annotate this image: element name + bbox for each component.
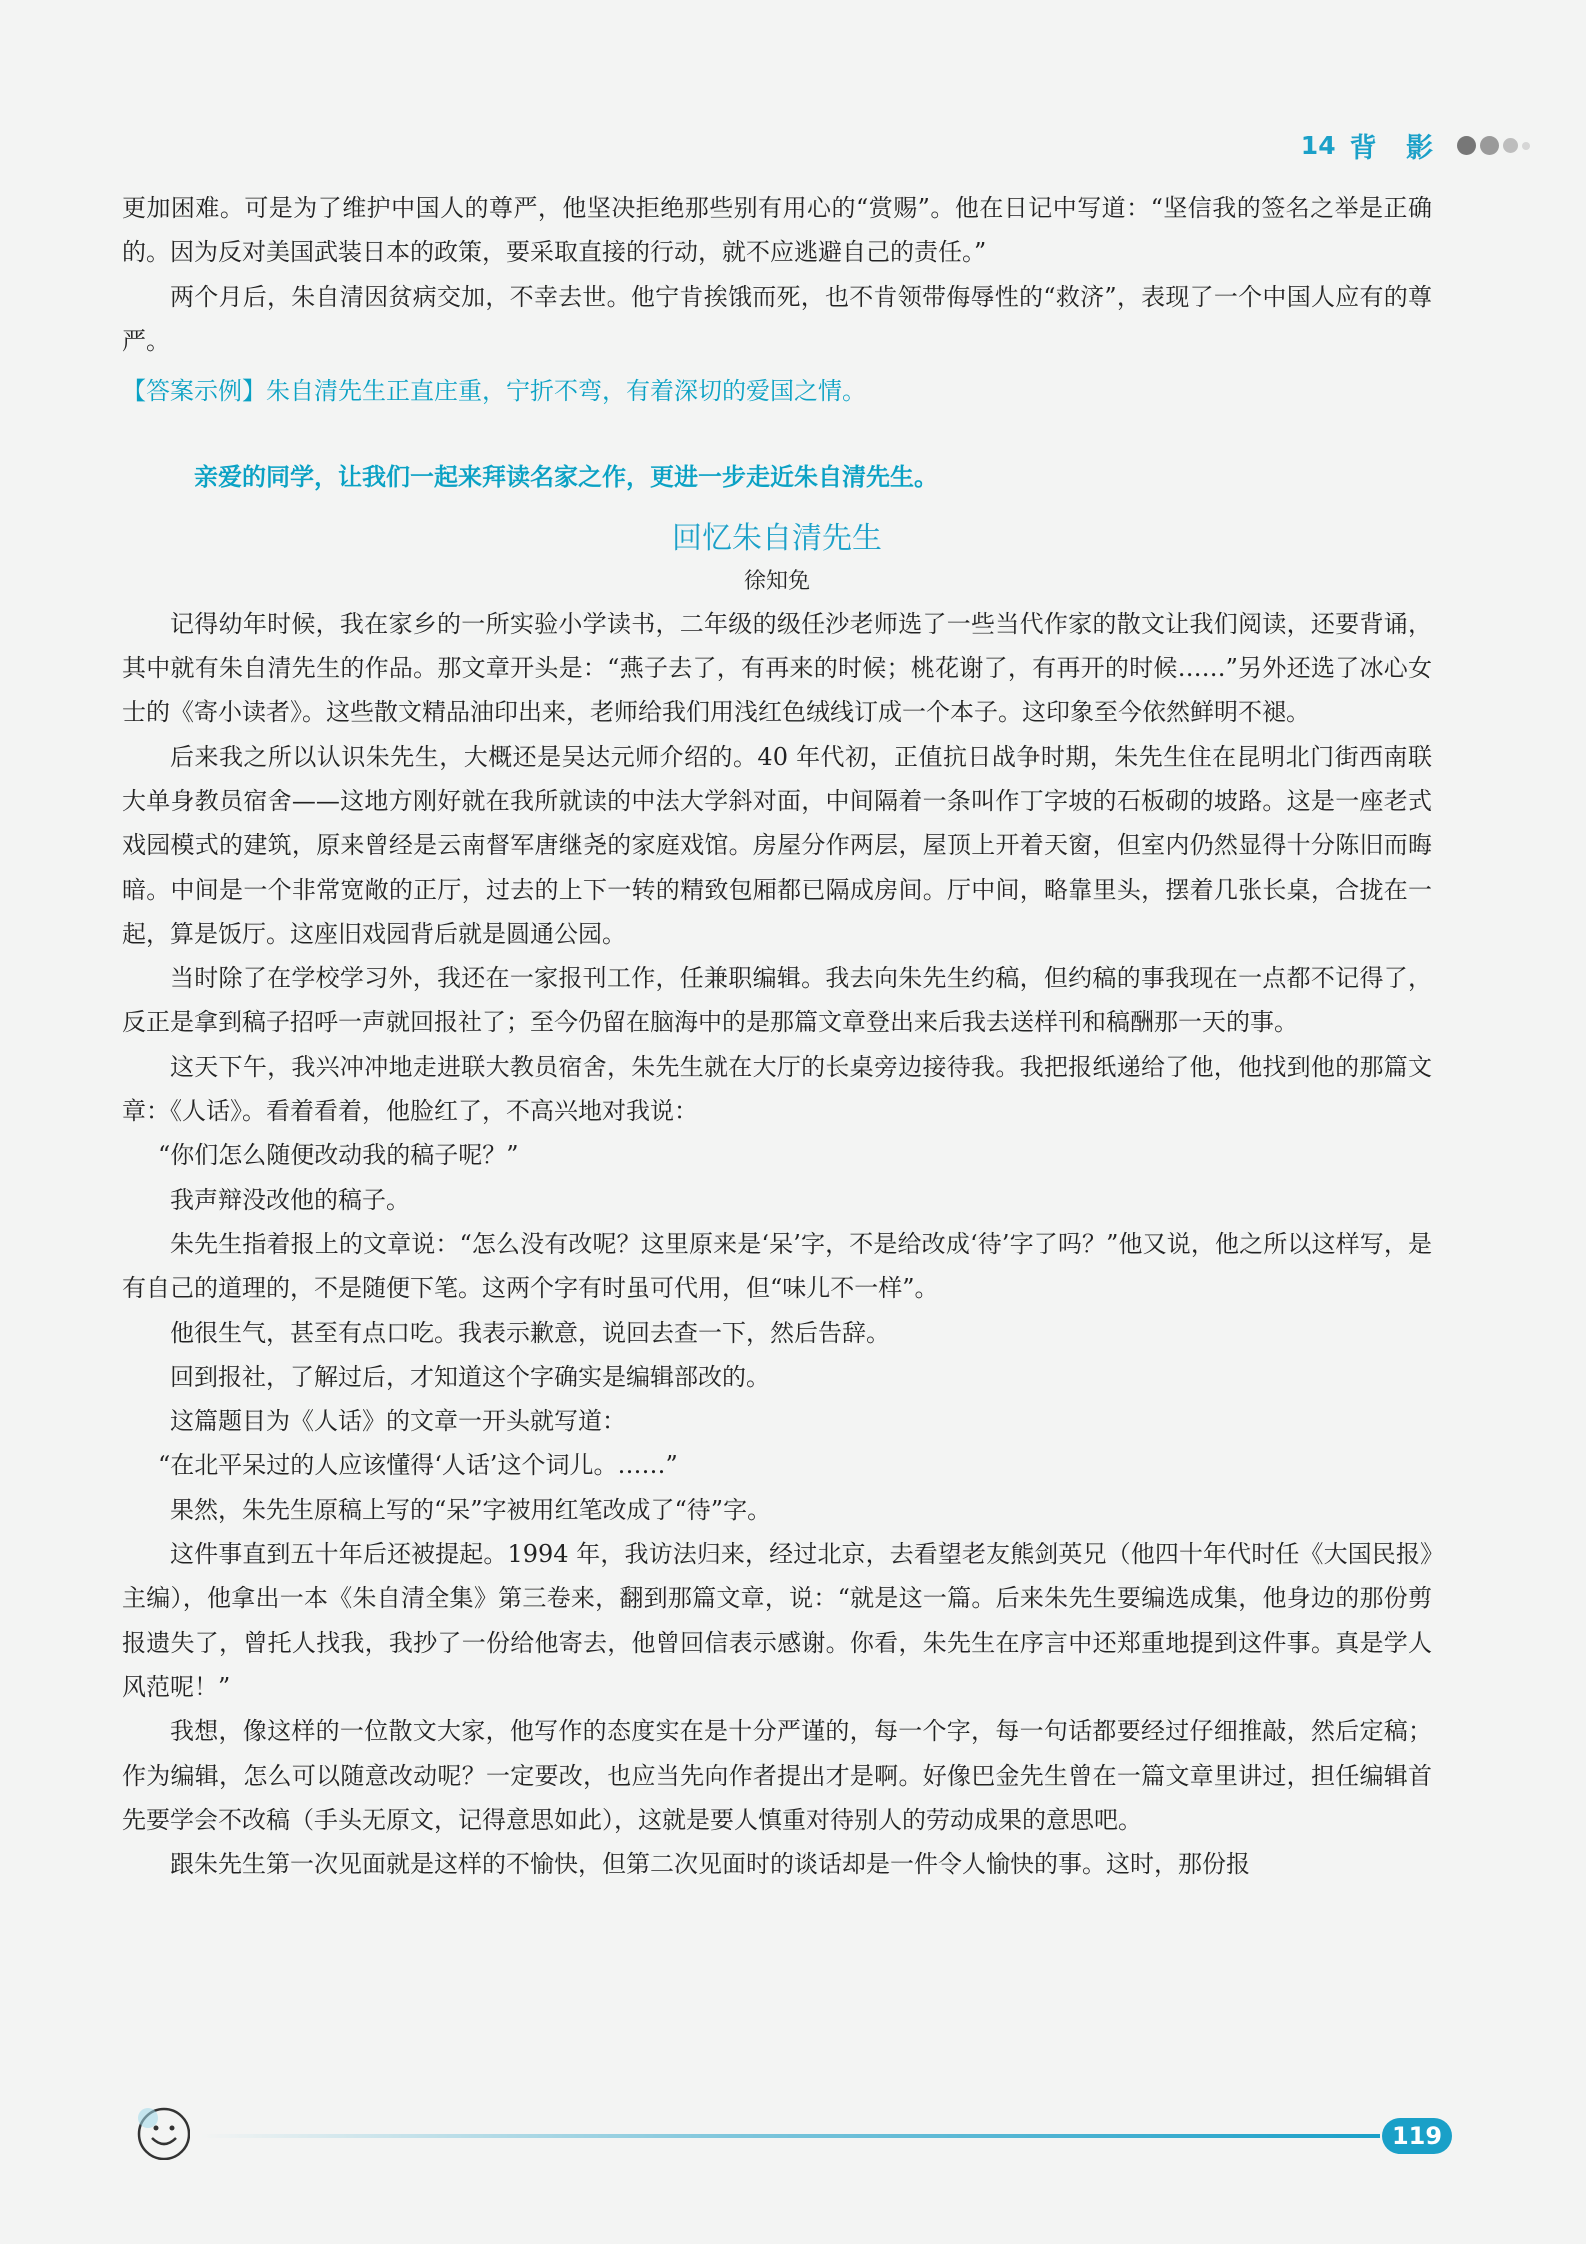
article-title: 回忆朱自清先生 <box>672 520 882 556</box>
lesson-header <box>1301 126 1530 165</box>
paragraph: 跟朱先生第一次见面就是这样的不愉快，但第二次见面时的谈话却是一件令人愉快的事。这时，那份报 <box>170 1850 1250 1879</box>
paragraph: 回到报社，了解过后，才知道这个字确实是编辑部改的。 <box>170 1362 770 1391</box>
paragraph: 果然，朱先生原稿上写的“呆”字被用红笔改成了“待”字。 <box>170 1495 772 1524</box>
paragraph: 这件事直到五十年后还被提起。1994 年，我访法归来，经过北京，去看望老友熊剑英兄（他四十年代时任《大国民报》主编），他拿出一本《朱自清全集》第三卷来，翻到那篇文章，说：“就是这一篇。后来朱先生要编选成集，他身边的那份剪报遗失了，曾托人找我，我抄了一份给他寄去，他曾回信表示感谢。你看，朱先生在序言中还郑重地提到这件事。真是学人风范呢！” <box>122 1540 1433 1701</box>
intro-text: 亲爱的同学，让我们一起来拜读名家之作，更进一步走近朱自清先生。 <box>194 463 938 492</box>
paragraph: 这天下午，我兴冲冲地走进联大教员宿舍，朱先生就在大厅的长桌旁边接待我。我把报纸递给了他，他找到他的那篇文章：《人话》。看着看着，他脸红了，不高兴地对我说： <box>122 1052 1432 1126</box>
lesson-number: 14 <box>1300 131 1336 160</box>
paragraph: 更加困难。可是为了维护中国人的尊严，他坚决拒绝那些别有用心的“赏赐”。他在日记中写道：“坚信我的签名之举是正确的。因为反对美国武装日本的政策，要采取直接的行动，就不应逃避自己的责任。” <box>122 194 1432 267</box>
paragraph: 他很生气，甚至有点口吃。我表示歉意，说回去查一下，然后告辞。 <box>170 1318 890 1347</box>
paragraph: 这篇题目为《人话》的文章一开头就写道： <box>170 1407 626 1436</box>
article-author: 徐知免 <box>743 568 810 594</box>
answer-example: 【答案示例】朱自清先生正直庄重，宁折不弯，有着深切的爱国之情。 <box>122 377 866 406</box>
paragraph: 记得幼年时候，我在家乡的一所实验小学读书，二年级的级任沙老师选了一些当代作家的散文让我们阅读，还要背诵，其中就有朱自清先生的作品。那文章开头是：“燕子去了，有再来的时候；桃花谢了，有再开的时候……”另外还选了冰心女士的《寄小读者》。这些散文精品油印出来，老师给我们用浅红色绒线订成一个本子。这印象至今依然鲜明不褪。 <box>122 609 1432 727</box>
paragraph: 朱先生指着报上的文章说：“怎么没有改呢？这里原来是‘呆’字，不是给改成‘待’字了吗？”他又说，他之所以这样写，是有自己的道理的，不是随便下笔。这两个字有时虽可代用，但“味儿不一样”。 <box>122 1229 1432 1303</box>
quote: “在北平呆过的人应该懂得‘人话’这个词儿。……” <box>158 1451 678 1480</box>
paragraph: 两个月后，朱自清因贫病交加，不幸去世。他宁肯挨饿而死，也不肯领带侮辱性的“救济”，表现了一个中国人应有的尊严。 <box>122 282 1432 355</box>
page-content <box>122 186 1432 1886</box>
paragraph: 当时除了在学校学习外，我还在一家报刊工作，任兼职编辑。我去向朱先生约稿，但约稿的事我现在一点都不记得了，反正是拿到稿子招呼一声就回报社了；至今仍留在脑海中的是那篇文章登出来后我去送样刊和稿酬那一天的事。 <box>122 964 1432 1037</box>
quote: “你们怎么随便改动我的稿子呢？” <box>158 1141 519 1170</box>
smiley-icon <box>134 2104 190 2160</box>
header-dots-icon <box>1457 136 1530 155</box>
paragraph: 后来我之所以认识朱先生，大概还是吴达元师介绍的。40 年代初，正值抗日战争时期，朱先生住在昆明北门街西南联大单身教员宿舍——这地方刚好就在我所就读的中法大学斜对面，中间隔着一条叫作丁字坡的石板砌的坡路。这是一座老式戏园模式的建筑，原来曾经是云南督军唐继尧的家庭戏馆。房屋分作两层，屋顶上开着天窗，但室内仍然显得十分陈旧而晦暗。中间是一个非常宽敞的正厅，过去的上下一转的精致包厢都已隔成房间。厅中间，略靠里头，摆着几张长桌，合拢在一起，算是饭厅。这座旧戏园背后就是圆通公园。 <box>122 742 1432 948</box>
lesson-title: 背 影 <box>1349 133 1443 164</box>
footer-divider <box>200 2134 1380 2138</box>
paragraph: 我想，像这样的一位散文大家，他写作的态度实在是十分严谨的，每一个字，每一句话都要经过仔细推敲，然后定稿；作为编辑，怎么可以随意改动呢？一定要改，也应当先向作者提出才是啊。好像巴金先生曾在一篇文章里讲过，担任编辑首先要学会不改稿（手头无原文，记得意思如此），这就是要人慎重对待别人的劳动成果的意思吧。 <box>122 1717 1432 1834</box>
paragraph: 我声辩没改他的稿子。 <box>170 1185 410 1214</box>
page-number: 119 <box>1382 2118 1452 2154</box>
